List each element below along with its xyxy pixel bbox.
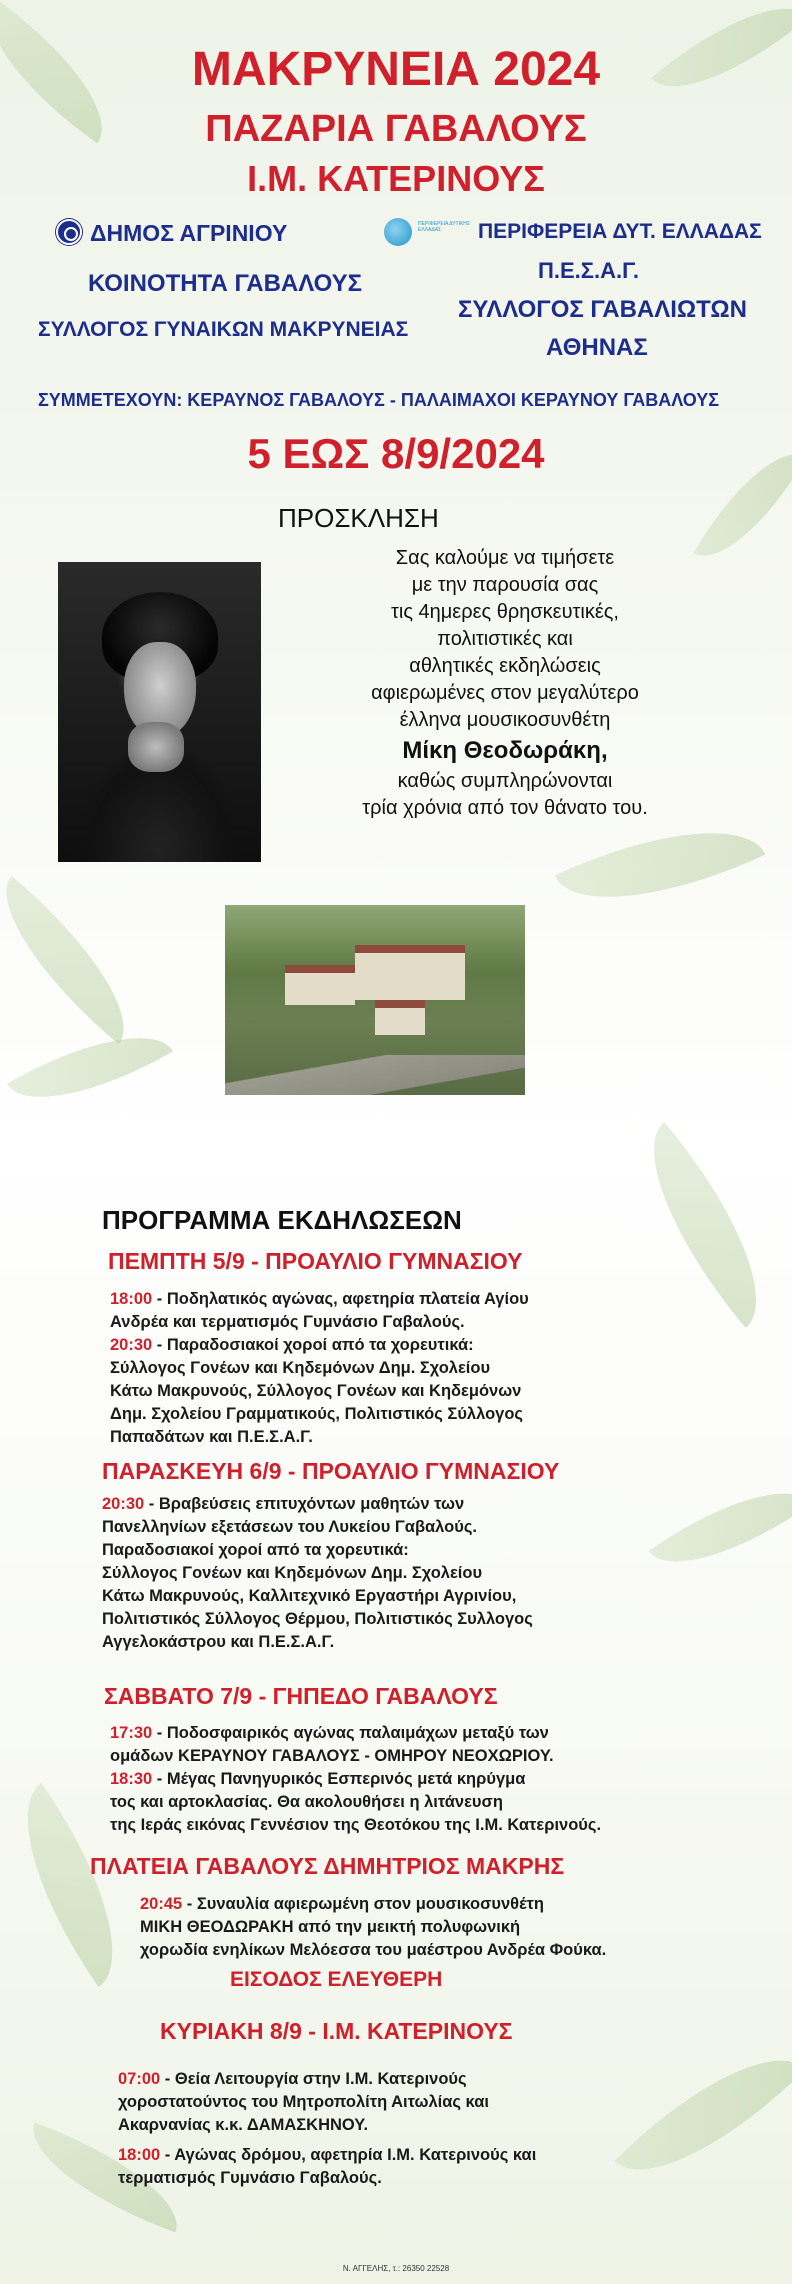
program-line	[110, 1288, 529, 1310]
program-line	[110, 1426, 313, 1448]
program-text: ΜΙΚΗ ΘΕΟΔΩΡΑΚΗ από την μεικτή πολυφωνική	[140, 1918, 521, 1936]
program-text: της Ιεράς εικόνας Γεννέσιον της Θεοτόκου της Ι.Μ. Κατερινούς.	[110, 1816, 602, 1834]
monastery-building	[355, 945, 465, 1000]
program-text: Δημ. Σχολείου Γραμματικούς, Πολιτιστικός Σύλλογος	[110, 1405, 523, 1423]
invitation-heading: ΠΡΟΣΚΛΗΣΗ	[278, 503, 439, 533]
invitation-line: με την παρουσία σας	[411, 574, 599, 596]
program-line	[110, 1380, 521, 1402]
program-line	[110, 1357, 490, 1379]
program-text: - Μέγας Πανηγυρικός Εσπερινός μετά κηρύγμα	[152, 1770, 526, 1788]
monastery-road	[225, 1055, 525, 1095]
region-logo-text: ΠΕΡΙΦΕΡΕΙΑ ΔΥΤΙΚΗΣ ΕΛΛΑΔΑΣ	[418, 221, 471, 233]
program-day-title: ΠΕΜΠΤΗ 5/9 - ΠΡΟΑΥΛΙΟ ΓΥΜΝΑΣΙΟΥ	[108, 1248, 523, 1274]
invitation-line: καθώς συμπληρώνονται	[397, 770, 613, 792]
program-time: 20:45	[140, 1895, 183, 1913]
invitation-line: έλληνα μουσικοσυνθέτη	[399, 709, 611, 731]
program-line	[102, 1631, 334, 1653]
portrait-photo	[58, 562, 261, 862]
program-line	[110, 1311, 465, 1333]
program-line	[118, 2114, 368, 2136]
program-text: τερματισμός Γυμνάσιο Γαβαλούς.	[118, 2169, 382, 2187]
program-day-title: ΠΑΡΑΣΚΕΥΗ 6/9 - ΠΡΟΑΥΛΙΟ ΓΥΜΝΑΣΙΟΥ	[102, 1458, 560, 1484]
program-time: 20:30	[110, 1336, 153, 1354]
invitation-line: αθλητικές εκδηλώσεις	[409, 655, 601, 677]
leaf-decoration	[0, 876, 157, 1044]
program-text: χορωδία ενηλίκων Μελόεσσα του μαέστρου Ανδρέα Φούκα.	[140, 1941, 607, 1959]
program-line	[118, 2144, 536, 2166]
program-line	[110, 1768, 525, 1790]
program-heading: ΠΡΟΓΡΑΜΜΑ ΕΚΔΗΛΩΣΕΩΝ	[102, 1205, 462, 1235]
program-line	[102, 1539, 409, 1561]
program-text: Σύλλογος Γονέων και Κηδεμόνων Δημ. Σχολείου	[102, 1564, 483, 1582]
monastery-building	[285, 965, 355, 1005]
program-text: - Συναυλία αφιερωμένη στον μουσικοσυνθέτη	[182, 1895, 544, 1913]
program-text: Ανδρέα και τερματισμός Γυμνάσιο Γαβαλούς.	[110, 1313, 465, 1331]
leaf-decoration	[7, 1004, 173, 1132]
org-community: ΚΟΙΝΟΤΗΤΑ ΓΑΒΑΛΟΥΣ	[88, 270, 363, 297]
program-day-title: ΣΑΒΒΑΤΟ 7/9 - ΓΗΠΕΔΟ ΓΑΒΑΛΟΥΣ	[104, 1683, 498, 1709]
program-line	[102, 1493, 464, 1515]
program-time: 18:30	[110, 1770, 153, 1788]
program-line	[110, 1722, 549, 1744]
program-text: χοροστατούντος του Μητροπολίτη Αιτωλίας και	[118, 2093, 489, 2111]
program-time: 20:30	[102, 1495, 145, 1513]
program-line	[140, 1893, 544, 1915]
invitation-line: τρία χρόνια από τον θάνατο του.	[362, 797, 648, 819]
program-text: - Αγώνας δρόμου, αφετηρία Ι.Μ. Κατερινούς και	[160, 2146, 537, 2164]
subtitle-pazaria: ΠΑΖΑΡΙΑ ΓΑΒΑΛΟΥΣ	[205, 108, 587, 150]
org-women-association: ΣΥΛΛΟΓΟΣ ΓΥΝΑΙΚΩΝ ΜΑΚΡΥΝΕΙΑΣ	[38, 318, 409, 341]
participants: ΣΥΜΜΕΤΕΧΟΥΝ: ΚΕΡΑΥΝΟΣ ΓΑΒΑΛΟΥΣ - ΠΑΛΑΙΜΑΧΟΙ ΚΕΡΑΥΝΟΥ ΓΑΒΑΛΟΥΣ	[38, 390, 720, 410]
org-municipality: ΔΗΜΟΣ ΑΓΡΙΝΙΟΥ	[90, 220, 288, 246]
subtitle-monastery: Ι.Μ. ΚΑΤΕΡΙΝΟΥΣ	[247, 158, 545, 199]
program-line	[102, 1585, 516, 1607]
program-line	[140, 1939, 606, 1961]
program-text: Κάτω Μακρυνούς, Καλλιτεχνικό Εργαστήρι Αγρινίου,	[102, 1587, 517, 1605]
program-text: - Παραδοσιακοί χοροί από τα χορευτικά:	[152, 1336, 474, 1354]
free-entry-note: ΕΙΣΟΔΟΣ ΕΛΕΥΘΕΡΗ	[230, 1968, 443, 1991]
program-text: ομάδων ΚΕΡΑΥΝΟΥ ΓΑΒΑΛΟΥΣ - ΟΜΗΡΟΥ ΝΕΟΧΩΡΙΟΥ.	[110, 1747, 554, 1765]
program-text: Αγγελοκάστρου και Π.Ε.Σ.Α.Γ.	[102, 1633, 335, 1651]
invitation-line: αφιερωμένες στον μεγαλύτερο	[371, 682, 639, 704]
program-text: - Ποδοσφαιρικός αγώνας παλαιμάχων μεταξύ των	[152, 1724, 549, 1742]
program-text: Παραδοσιακοί χοροί από τα χορευτικά:	[102, 1541, 409, 1559]
program-text: τος και αρτοκλασίας. Θα ακολουθήσει η λιτάνευση	[110, 1793, 503, 1811]
program-text: Σύλλογος Γονέων και Κηδεμόνων Δημ. Σχολείου	[110, 1359, 491, 1377]
program-line	[110, 1791, 503, 1813]
program-day-title: ΠΛΑΤΕΙΑ ΓΑΒΑΛΟΥΣ ΔΗΜΗΤΡΙΟΣ ΜΑΚΡΗΣ	[90, 1853, 565, 1879]
program-time: 18:00	[118, 2146, 161, 2164]
program-line	[118, 2091, 489, 2113]
footer-credit: Ν. ΑΓΓΕΛΗΣ, τ.: 26350 22528	[342, 2264, 450, 2273]
invitation-body	[270, 545, 740, 822]
program-text: - Θεία Λειτουργία στην Ι.Μ. Κατερινούς	[160, 2070, 467, 2088]
program-line	[110, 1334, 474, 1356]
invitation-line: Σας καλούμε να τιμήσετε	[395, 547, 615, 569]
org-athens: ΑΘΗΝΑΣ	[546, 334, 648, 361]
org-gavaliotes-association: ΣΥΛΛΟΓΟΣ ΓΑΒΑΛΙΩΤΩΝ	[458, 296, 747, 323]
program-text: Πανελληνίων εξετάσεων του Λυκείου Γαβαλούς.	[102, 1518, 477, 1536]
invitation-line: τις 4ημερες θρησκευτικές,	[391, 601, 619, 623]
program-text: Κάτω Μακρυνούς, Σύλλογος Γονέων και Κηδεμόνων	[110, 1382, 522, 1400]
program-text: - Ποδηλατικός αγώνας, αφετηρία πλατεία Αγίου	[152, 1290, 529, 1308]
municipality-logo-icon	[56, 219, 82, 245]
leaf-decoration	[611, 1122, 792, 1328]
program-text: - Βραβεύσεις επιτυχόντων μαθητών των	[144, 1495, 465, 1513]
program-line	[110, 1403, 523, 1425]
region-logo-icon	[384, 218, 412, 246]
event-dates: 5 ΕΩΣ 8/9/2024	[247, 430, 545, 477]
program-line	[118, 2167, 382, 2189]
monastery-photo	[225, 905, 525, 1095]
invitation-composer-name: Μίκη Θεοδωράκη,	[402, 737, 608, 764]
program-time: 18:00	[110, 1290, 153, 1308]
program-line	[102, 1608, 533, 1630]
leaf-decoration	[615, 2020, 792, 2211]
org-pesag: Π.Ε.Σ.Α.Γ.	[538, 258, 640, 283]
program-line	[140, 1916, 520, 1938]
portrait-hand	[128, 722, 184, 772]
main-title: ΜΑΚΡΥΝΕΙΑ 2024	[191, 43, 601, 96]
org-region: ΠΕΡΙΦΕΡΕΙΑ ΔΥΤ. ΕΛΛΑΔΑΣ	[478, 220, 762, 243]
program-line	[110, 1745, 554, 1767]
monastery-building	[375, 1000, 425, 1035]
leaf-decoration	[649, 1459, 792, 1596]
program-day-title: ΚΥΡΙΑΚΗ 8/9 - Ι.Μ. ΚΑΤΕΡΙΝΟΥΣ	[160, 2018, 513, 2044]
program-text: Παπαδάτων και Π.Ε.Σ.Α.Γ.	[110, 1428, 313, 1446]
program-line	[102, 1562, 482, 1584]
invitation-line: πολιτιστικές και	[437, 628, 573, 650]
program-time: 17:30	[110, 1724, 153, 1742]
program-line	[102, 1516, 477, 1538]
program-text: Πολιτιστικός Σύλλογος Θέρμου, Πολιτιστικός Συλλογος	[102, 1610, 533, 1628]
program-text: Ακαρνανίας κ.κ. ΔΑΜΑΣΚΗΝΟΥ.	[118, 2116, 369, 2134]
program-line	[118, 2068, 467, 2090]
program-time: 07:00	[118, 2070, 161, 2088]
program-line	[110, 1814, 601, 1836]
